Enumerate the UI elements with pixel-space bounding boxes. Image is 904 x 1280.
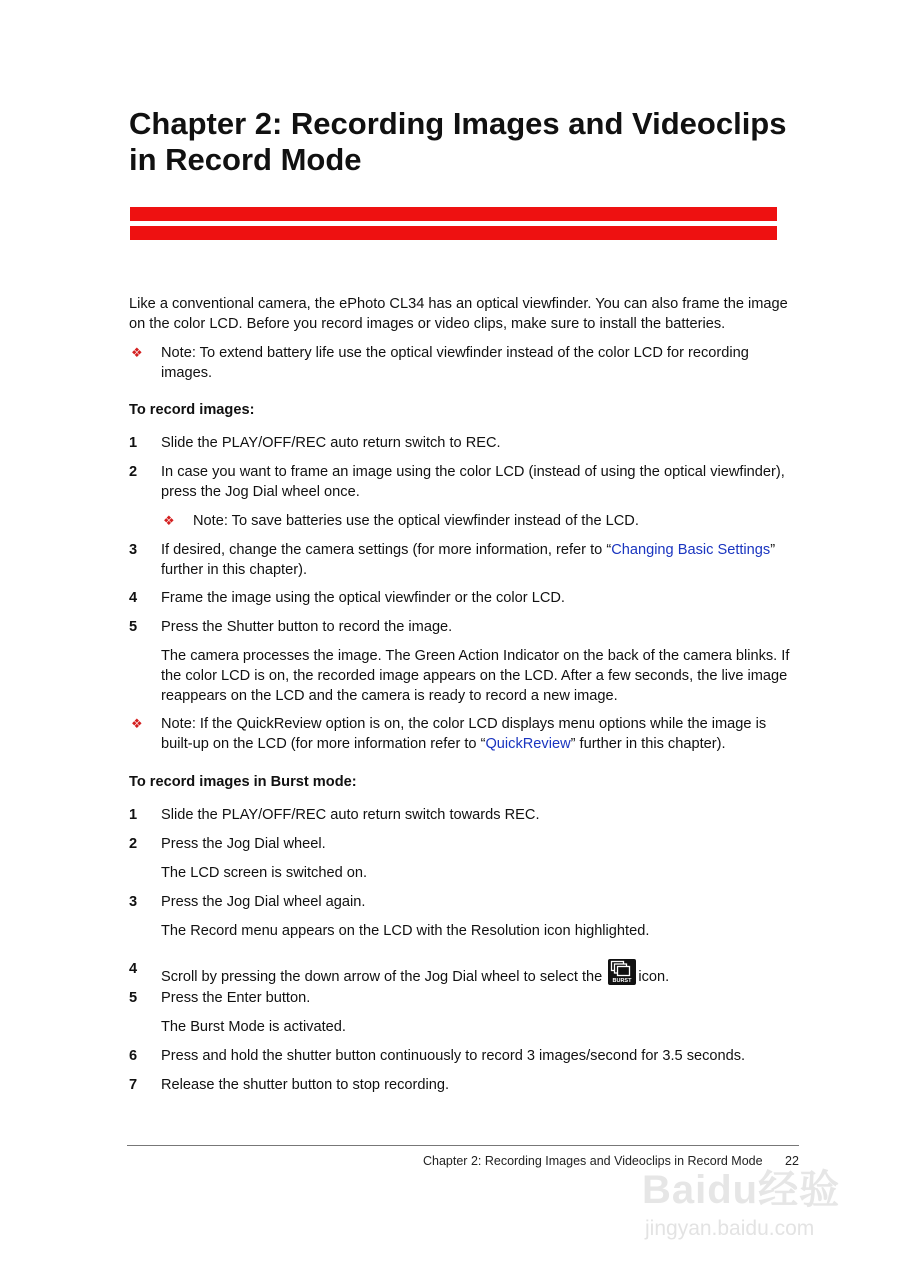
step-number: 3 [129,542,138,558]
burst-icon-graphic [610,960,634,984]
intro-paragraph: Like a conventional camera, the ePhoto CL34 has an optical viewfinder. You can also frame the image on the color LCD. Before you record images or video clips, make sure to install the batteries. [129,296,788,332]
step-number: 1 [129,807,138,823]
step-text-part: ” further in this chapter). [161,542,776,578]
step-detail: The LCD screen is switched on. [161,865,368,881]
step-number: 7 [129,1077,138,1093]
step-text: Press the Shutter button to record the image. [161,619,453,635]
burst-mode-icon [608,959,636,985]
bullet-icon: ❖ [131,716,143,731]
step-text-part: Scroll by pressing the down arrow of the Jog Dial wheel to select the [161,969,603,985]
step-text: Press the Jog Dial wheel. [161,836,326,852]
footer-chapter-title: Chapter 2: Recording Images and Videoclips in Record Mode [423,1154,763,1168]
burst-icon-label: BURST [612,978,632,984]
footer-divider [127,1145,799,1146]
step-detail: The camera processes the image. The Green Action Indicator on the back of the camera blinks. If the color LCD is on, the recorded image appears on the LCD. After a few seconds, the live image reappears on the LCD and the camera is ready to record a new image. [161,648,790,704]
note-battery: Note: To extend battery life use the optical viewfinder instead of the color LCD for recording images. [161,345,749,381]
step-number: 1 [129,435,138,451]
step-text: In case you want to frame an image using the color LCD (instead of using the optical viewfinder), press the Jog Dial wheel once. [161,464,785,500]
bullet-icon: ❖ [163,513,175,528]
link-quickreview[interactable]: QuickReview [485,736,571,752]
step-text: Press the Jog Dial wheel again. [161,894,366,910]
step-text: Release the shutter button to stop recording. [161,1077,449,1093]
step-text: Frame the image using the optical viewfinder or the color LCD. [161,590,565,606]
watermark-url: jingyan.baidu.com [645,1217,815,1240]
step-text: Slide the PLAY/OFF/REC auto return switch towards REC. [161,807,540,823]
step-detail: The Burst Mode is activated. [161,1019,346,1035]
step-text-part: If desired, change the camera settings (for more information, refer to “ [161,542,612,558]
bullet-icon: ❖ [131,345,143,360]
step-text: Press and hold the shutter button continuously to record 3 images/second for 3.5 seconds. [161,1048,746,1064]
step-number: 6 [129,1048,138,1064]
step-number: 4 [129,590,138,606]
page-number: 22 [785,1154,799,1168]
step-text: Slide the PLAY/OFF/REC auto return switch to REC. [161,435,501,451]
note-quickreview [161,714,801,754]
link-changing-basic-settings[interactable]: Changing Basic Settings [611,542,771,558]
note-save-batteries: Note: To save batteries use the optical viewfinder instead of the LCD. [193,513,639,529]
step-number: 2 [129,464,138,480]
step-text [161,540,801,580]
note-text-part: Note: If the QuickReview option is on, the color LCD displays menu options while the image is built-up on the LCD (for more information refer to “ [161,716,767,752]
title-rule-top [130,207,777,221]
step-number: 2 [129,836,138,852]
title-rule-bottom [130,226,777,240]
note-text-part: ” further in this chapter). [570,736,726,752]
watermark-logo: Baidu经验 [642,1168,841,1212]
step-number: 5 [129,619,138,635]
chapter-title: Chapter 2: Recording Images and Videoclips in Record Mode [129,106,787,177]
step-number: 4 [129,961,138,977]
section-heading-record: To record images: [129,402,255,418]
step-text-part: icon. [638,969,670,985]
step-detail: The Record menu appears on the LCD with the Resolution icon highlighted. [161,923,650,939]
step-text: Press the Enter button. [161,990,311,1006]
step-text [161,959,801,987]
step-number: 3 [129,894,138,910]
step-number: 5 [129,990,138,1006]
section-heading-burst: To record images in Burst mode: [129,774,357,790]
